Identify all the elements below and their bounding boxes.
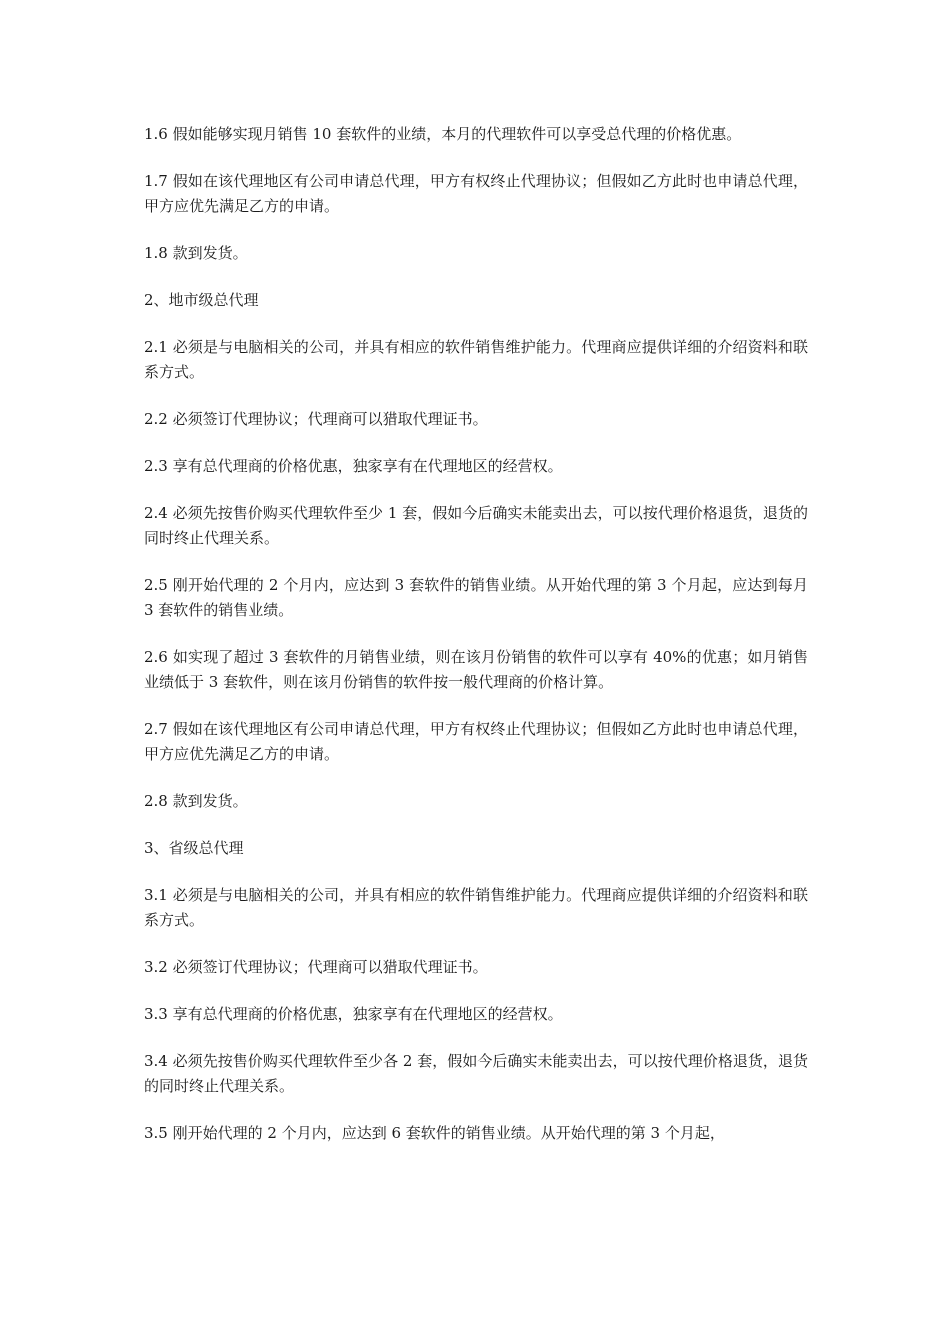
paragraph-3-3: 3.3 享有总代理商的价格优惠，独家享有在代理地区的经营权。	[144, 1005, 563, 1023]
paragraph-1-8: 1.8 款到发货。	[144, 244, 248, 262]
section-heading-2: 2、地市级总代理	[144, 291, 259, 309]
paragraph-2-4: 2.4 必须先按售价购买代理软件至少 1 套，假如今后确实未能卖出去，可以按代理价格退货，退货的同时终止代理关系。	[144, 504, 808, 547]
paragraph-2-5: 2.5 刚开始代理的 2 个月内，应达到 3 套软件的销售业绩。从开始代理的第 3 个月起，应达到每月 3 套软件的销售业绩。	[144, 576, 808, 619]
paragraph-2-8: 2.8 款到发货。	[144, 792, 248, 810]
paragraph-1-7: 1.7 假如在该代理地区有公司申请总代理，甲方有权终止代理协议；但假如乙方此时也申请总代理，甲方应优先满足乙方的申请。	[144, 172, 808, 215]
paragraph-2-6: 2.6 如实现了超过 3 套软件的月销售业绩，则在该月份销售的软件可以享有 40%的优惠；如月销售业绩低于 3 套软件，则在该月份销售的软件按一般代理商的价格计算。	[144, 648, 808, 691]
paragraph-3-2: 3.2 必须签订代理协议；代理商可以猎取代理证书。	[144, 958, 488, 976]
paragraph-3-5: 3.5 刚开始代理的 2 个月内，应达到 6 套软件的销售业绩。从开始代理的第 3 个月起，	[144, 1124, 725, 1142]
paragraph-2-1: 2.1 必须是与电脑相关的公司，并具有相应的软件销售维护能力。代理商应提供详细的介绍资料和联系方式。	[144, 338, 808, 381]
paragraph-2-7: 2.7 假如在该代理地区有公司申请总代理，甲方有权终止代理协议；但假如乙方此时也申请总代理，甲方应优先满足乙方的申请。	[144, 720, 808, 763]
document-body	[144, 122, 808, 1168]
paragraph-2-3: 2.3 享有总代理商的价格优惠，独家享有在代理地区的经营权。	[144, 457, 563, 475]
paragraph-3-1: 3.1 必须是与电脑相关的公司，并具有相应的软件销售维护能力。代理商应提供详细的介绍资料和联系方式。	[144, 886, 808, 929]
section-heading-3: 3、省级总代理	[144, 839, 244, 857]
paragraph-3-4: 3.4 必须先按售价购买代理软件至少各 2 套，假如今后确实未能卖出去，可以按代理价格退货，退货的同时终止代理关系。	[144, 1052, 808, 1095]
paragraph-2-2: 2.2 必须签订代理协议；代理商可以猎取代理证书。	[144, 410, 488, 428]
paragraph-1-6: 1.6 假如能够实现月销售 10 套软件的业绩，本月的代理软件可以享受总代理的价格优惠。	[144, 125, 742, 143]
